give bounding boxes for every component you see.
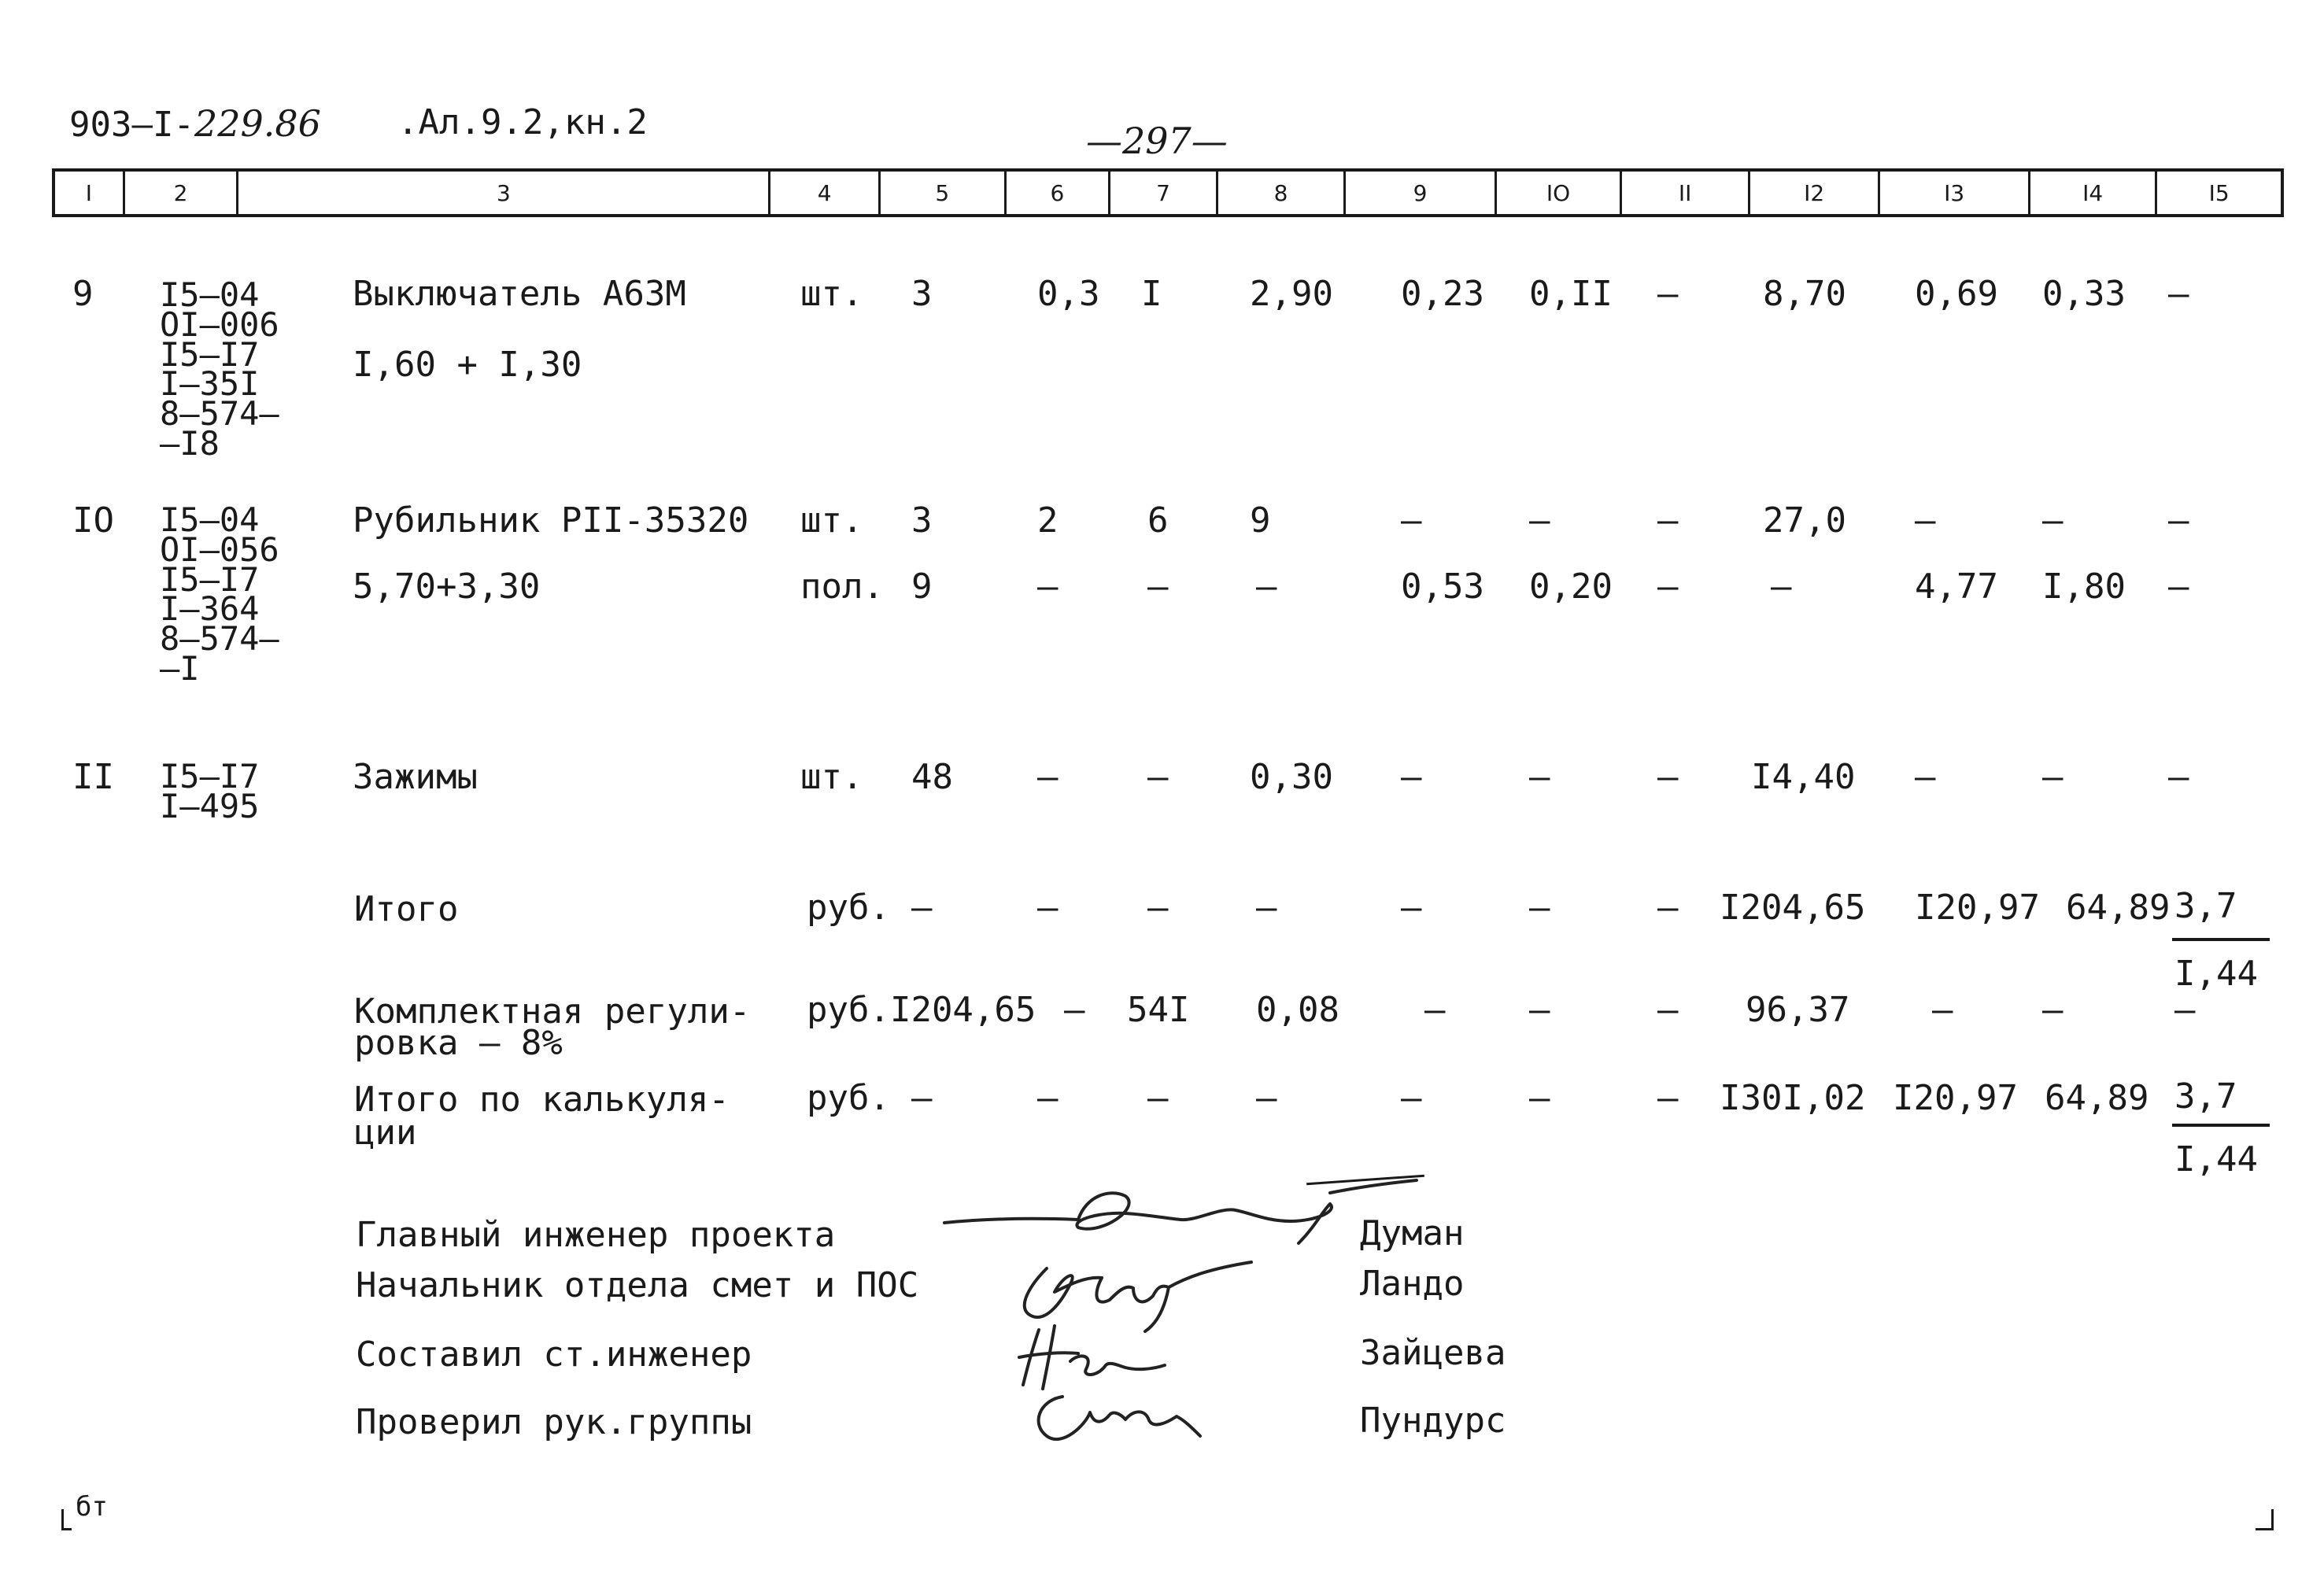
- cell-c6: –: [1037, 567, 1059, 607]
- cell-c15-bottom: I,44: [2174, 1139, 2258, 1179]
- unit: пол.: [800, 567, 884, 607]
- cell-c15: –: [2168, 500, 2189, 541]
- cell-c14: 0,33: [2042, 274, 2126, 314]
- rate-codes: [160, 757, 260, 825]
- item-name: Зажимы: [353, 757, 478, 797]
- column-number: 9: [1346, 172, 1496, 214]
- rate-code: I–35I: [160, 364, 260, 404]
- cell-c15-top: 3,7: [2174, 1076, 2237, 1117]
- rate-codes: [160, 275, 279, 463]
- cell-c6: –: [1037, 1078, 1059, 1118]
- column-number: I5: [2208, 179, 2230, 206]
- document-code-handwritten: 229.86: [194, 102, 321, 145]
- cell-quantity: 48: [911, 757, 953, 797]
- cell-c8: 0,30: [1250, 757, 1333, 797]
- cell-c10: –: [1529, 500, 1550, 541]
- cell-quantity: 3: [911, 274, 933, 314]
- cell-c10: –: [1529, 757, 1550, 797]
- unit: шт.: [800, 500, 863, 541]
- column-number: 4: [770, 172, 881, 214]
- cell-c12: 96,37: [1746, 990, 1850, 1030]
- rate-code: –I: [160, 648, 200, 688]
- corner-mark-right: [2256, 1509, 2274, 1530]
- signature-scribble-head-of-department: [1015, 1253, 1283, 1331]
- cell-c9: 0,53: [1401, 567, 1484, 607]
- cell-c11: –: [1657, 990, 1679, 1030]
- column-number-row: [52, 168, 2284, 217]
- cell-c7: 54I: [1127, 990, 1190, 1030]
- footer-mark: бт: [76, 1491, 108, 1523]
- cell-c14: I,80: [2042, 567, 2126, 607]
- cell-c7: –: [1147, 567, 1169, 607]
- column-number: I4: [2030, 172, 2158, 214]
- signature-scribble-compiler: [1007, 1322, 1212, 1456]
- signature-scribble-chief-engineer: [944, 1172, 1432, 1259]
- cell-c6: –: [1037, 888, 1059, 928]
- cell-c10: 0,II: [1529, 274, 1613, 314]
- cell-quantity: –: [911, 1078, 933, 1118]
- rate-code: –I8: [160, 423, 220, 463]
- row-number: II: [72, 757, 114, 797]
- cell-c11: –: [1657, 1078, 1679, 1118]
- cell-c11: –: [1657, 757, 1679, 797]
- fraction-line: [2172, 938, 2270, 941]
- signature-role: Начальник отдела смет и ПОС: [356, 1265, 919, 1305]
- column-number: I: [55, 172, 125, 214]
- column-number: 3: [238, 172, 770, 214]
- cell-c15: –: [2168, 274, 2189, 314]
- cell-c6: 2: [1037, 500, 1059, 541]
- cell-c13: –: [1915, 757, 1936, 797]
- rate-code: I5–I7: [160, 757, 260, 796]
- album-reference: .Ал.9.2,кн.2: [397, 102, 648, 142]
- column-number: 2: [125, 172, 239, 214]
- rate-code: I–364: [160, 589, 260, 629]
- column-number: IO: [1497, 172, 1623, 214]
- cell-c14: 64,89: [2066, 888, 2171, 928]
- cell-c13: I20,97: [1893, 1078, 2018, 1118]
- item-name: Выключатель А63М: [353, 274, 686, 314]
- cell-c9: –: [1401, 888, 1422, 928]
- cell-c6: –: [1037, 757, 1059, 797]
- document-code-prefix: 903–I-: [69, 105, 194, 145]
- signature-name: Думан: [1360, 1213, 1465, 1253]
- rate-code: OI–056: [160, 530, 279, 569]
- item-subline: I,60 + I,30: [353, 345, 582, 385]
- row-number: IO: [72, 500, 114, 541]
- cell-quantity: 3: [911, 500, 933, 541]
- cell-c14: –: [2042, 500, 2064, 541]
- cell-c8: –: [1256, 567, 1277, 607]
- cell-c8: –: [1256, 888, 1277, 928]
- signature-name: Зайцева: [1360, 1333, 1506, 1373]
- signature-name: Ландо: [1360, 1264, 1465, 1304]
- cell-c7: –: [1147, 1078, 1169, 1118]
- rate-code: I5–I7: [160, 334, 260, 374]
- cell-c7: –: [1147, 757, 1169, 797]
- cell-c12: I4,40: [1751, 757, 1856, 797]
- cell-c8: –: [1256, 1078, 1277, 1118]
- corner-mark-left: [61, 1509, 72, 1530]
- rate-code: I–495: [160, 786, 260, 825]
- item-name: Рубильник РII-35320: [353, 500, 749, 541]
- total-label-cont: ции: [354, 1113, 417, 1153]
- cell-c7: I: [1141, 274, 1162, 314]
- total-label: Итого по калькуля-: [354, 1080, 730, 1120]
- cell-c12: 8,70: [1763, 274, 1846, 314]
- rate-code: I5–04: [160, 275, 260, 314]
- column-number: II: [1622, 172, 1750, 214]
- cell-c13: 0,69: [1915, 274, 1998, 314]
- rate-code: I5–04: [160, 500, 260, 539]
- signature-name: Пундурс: [1360, 1401, 1506, 1441]
- cell-c12: –: [1771, 567, 1792, 607]
- cell-c10: 0,20: [1529, 567, 1613, 607]
- column-number: I3: [1880, 172, 2030, 214]
- column-number: I2: [1750, 172, 1881, 214]
- column-number: 7: [1110, 172, 1218, 214]
- cell-c13: –: [1915, 500, 1936, 541]
- signature-role: Проверил рук.группы: [356, 1402, 752, 1442]
- cell-c10: –: [1529, 888, 1550, 928]
- column-number: 8: [1218, 172, 1347, 214]
- rate-code: 8–574–: [160, 619, 279, 659]
- fraction-line: [2172, 1124, 2270, 1127]
- cell-c9: 0,23: [1401, 274, 1484, 314]
- cell-c8: 9: [1250, 500, 1271, 541]
- cell-c15: –: [2168, 567, 2189, 607]
- rate-code: I5–I7: [160, 559, 260, 599]
- signature-role: Главный инженер проекта: [356, 1215, 836, 1255]
- rate-code: 8–574–: [160, 394, 279, 434]
- cell-c9: –: [1401, 757, 1422, 797]
- total-label-cont: ровка – 8%: [354, 1023, 563, 1063]
- unit: шт.: [800, 274, 863, 314]
- cell-c9: –: [1424, 990, 1446, 1030]
- cell-c8: 0,08: [1256, 990, 1339, 1030]
- cell-c14: –: [2042, 757, 2064, 797]
- unit-value: руб.I204,65: [807, 990, 1036, 1030]
- unit: руб.: [807, 888, 890, 928]
- cell-c14: 64,89: [2045, 1078, 2149, 1118]
- cell-c11: –: [1657, 888, 1679, 928]
- rate-code: OI–006: [160, 305, 279, 344]
- column-number: 5: [881, 172, 1007, 214]
- document-code: [69, 102, 321, 145]
- cell-c10: –: [1529, 990, 1550, 1030]
- cell-c15-bottom: I,44: [2174, 954, 2258, 994]
- cell-c7: 6: [1147, 500, 1169, 541]
- cell-c13: –: [1932, 990, 1953, 1030]
- cell-c15-top: 3,7: [2174, 886, 2237, 926]
- cell-c12: I30I,02: [1720, 1078, 1866, 1118]
- rate-codes: [160, 500, 279, 688]
- cell-quantity: –: [911, 888, 933, 928]
- cell-c6: 0,3: [1037, 274, 1100, 314]
- cell-c14: –: [2042, 990, 2064, 1030]
- cell-c15: –: [2174, 990, 2196, 1030]
- cell-quantity: 9: [911, 567, 933, 607]
- cell-c13: I20,97: [1915, 888, 2040, 928]
- cell-c9: –: [1401, 500, 1422, 541]
- total-label: Комплектная регули-: [354, 991, 751, 1032]
- unit: шт.: [800, 757, 863, 797]
- item-subline: 5,70+3,30: [353, 567, 541, 607]
- signature-role: Составил ст.инженер: [356, 1335, 752, 1375]
- row-number: 9: [72, 274, 94, 314]
- unit: руб.: [807, 1078, 890, 1118]
- cell-c11: –: [1657, 567, 1679, 607]
- cell-c7: –: [1147, 888, 1169, 928]
- total-label: Итого: [354, 889, 459, 929]
- cell-c11: –: [1657, 500, 1679, 541]
- cell-c10: –: [1529, 1078, 1550, 1118]
- cell-c8: 2,90: [1250, 274, 1333, 314]
- cell-c6: –: [1064, 990, 1085, 1030]
- page-number: —297—: [1086, 120, 1228, 162]
- cell-c13: 4,77: [1915, 567, 1998, 607]
- cell-c12: I204,65: [1720, 888, 1866, 928]
- cell-c9: –: [1401, 1078, 1422, 1118]
- cell-c11: –: [1657, 274, 1679, 314]
- cell-c15: –: [2168, 757, 2189, 797]
- column-number: 6: [1007, 172, 1111, 214]
- cell-c12: 27,0: [1763, 500, 1846, 541]
